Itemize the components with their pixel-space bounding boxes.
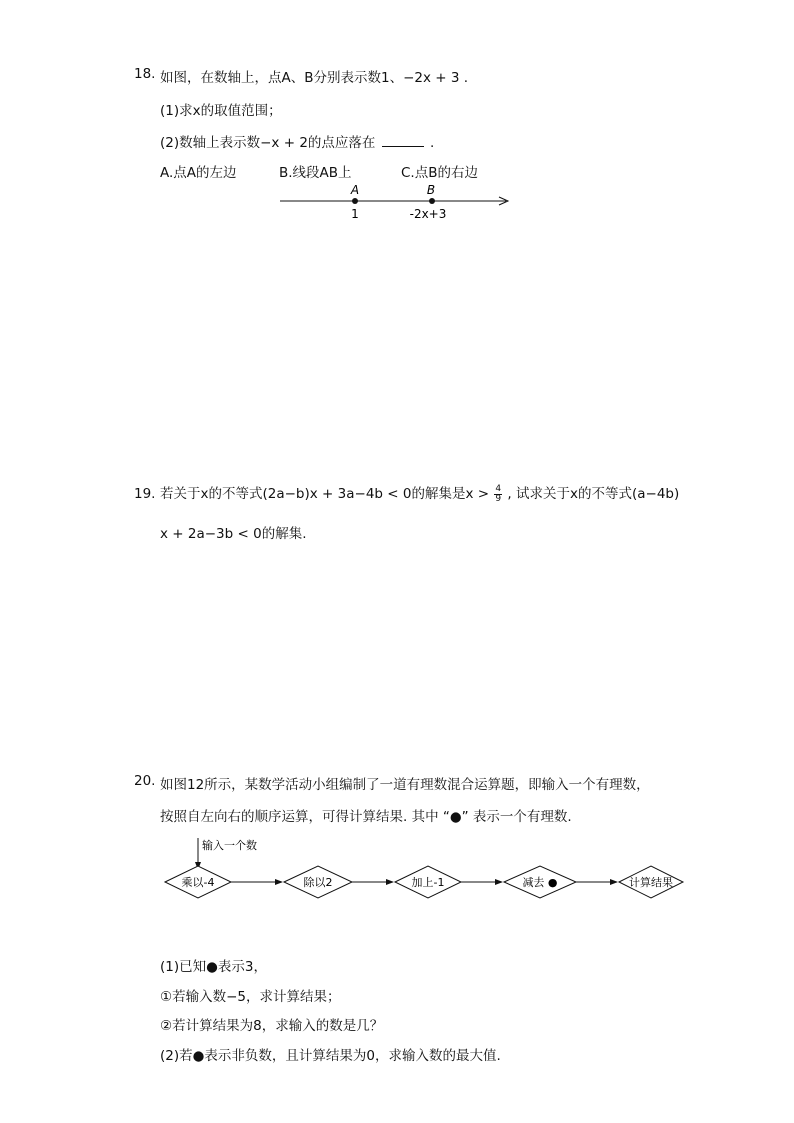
q18-option-b: B.线段AB上	[279, 165, 352, 181]
q18-part1: (1)求x的取值范围；	[160, 103, 282, 119]
q20-number: 20.	[134, 773, 156, 789]
flow-step-multiply-label: 乘以-4	[181, 876, 215, 889]
number-line	[270, 180, 520, 225]
q20-sub1-2: ②若计算结果为8，求输入的数是几？	[160, 1018, 384, 1034]
q18-part2-end: .	[430, 135, 435, 151]
answer-blank[interactable]	[382, 134, 424, 147]
flow-step-divide-label: 除以2	[303, 876, 333, 889]
point-a-label: A	[350, 183, 360, 197]
q20-line1: 如图12所示，某数学活动小组编制了一道有理数混合运算题，即输入一个有理数，	[160, 777, 650, 793]
q18-number: 18.	[134, 66, 156, 82]
q18-stem: 如图，在数轴上，点A、B分别表示数1、−2x + 3 .	[160, 70, 469, 86]
q19-line1	[160, 481, 679, 507]
q18-option-a: A.点A的左边	[160, 165, 237, 181]
flow-step-subtract-label: 减去 ●	[522, 876, 558, 889]
q20-line2: 按照自左向右的顺序运算，可得计算结果. 其中 “●” 表示一个有理数.	[160, 809, 572, 825]
point-a-value: 1	[351, 207, 359, 221]
flowchart	[160, 836, 690, 902]
q18-part2	[160, 131, 434, 151]
q19-line1-b: , 试求关于x的不等式(a−4b)	[507, 486, 680, 502]
point-b-dot	[429, 198, 435, 204]
frac-denominator: 9	[495, 493, 502, 504]
frac-numerator: 4	[495, 483, 502, 494]
q20-sub2: (2)若●表示非负数，且计算结果为0，求输入数的最大值.	[160, 1048, 501, 1064]
q19-line2: x + 2a−3b < 0的解集.	[160, 526, 307, 542]
input-label: 输入一个数	[202, 839, 257, 852]
flow-step-add-label: 加上-1	[411, 876, 445, 889]
q20-sub1: (1)已知●表示3，	[160, 959, 267, 975]
q19-line1-a: 若关于x的不等式(2a−b)x + 3a−4b < 0的解集是x >	[160, 486, 490, 502]
point-a-dot	[352, 198, 358, 204]
fraction-4-9	[494, 485, 502, 504]
q19-number: 19.	[134, 486, 156, 502]
q18-part2-text: (2)数轴上表示数−x + 2的点应落在	[160, 135, 376, 151]
point-b-value: -2x+3	[409, 207, 447, 221]
q20-sub1-1: ①若输入数−5，求计算结果；	[160, 989, 341, 1005]
q18-option-c: C.点B的右边	[401, 165, 478, 181]
flow-step-result-label: 计算结果	[629, 876, 673, 889]
point-b-label: B	[426, 183, 436, 197]
